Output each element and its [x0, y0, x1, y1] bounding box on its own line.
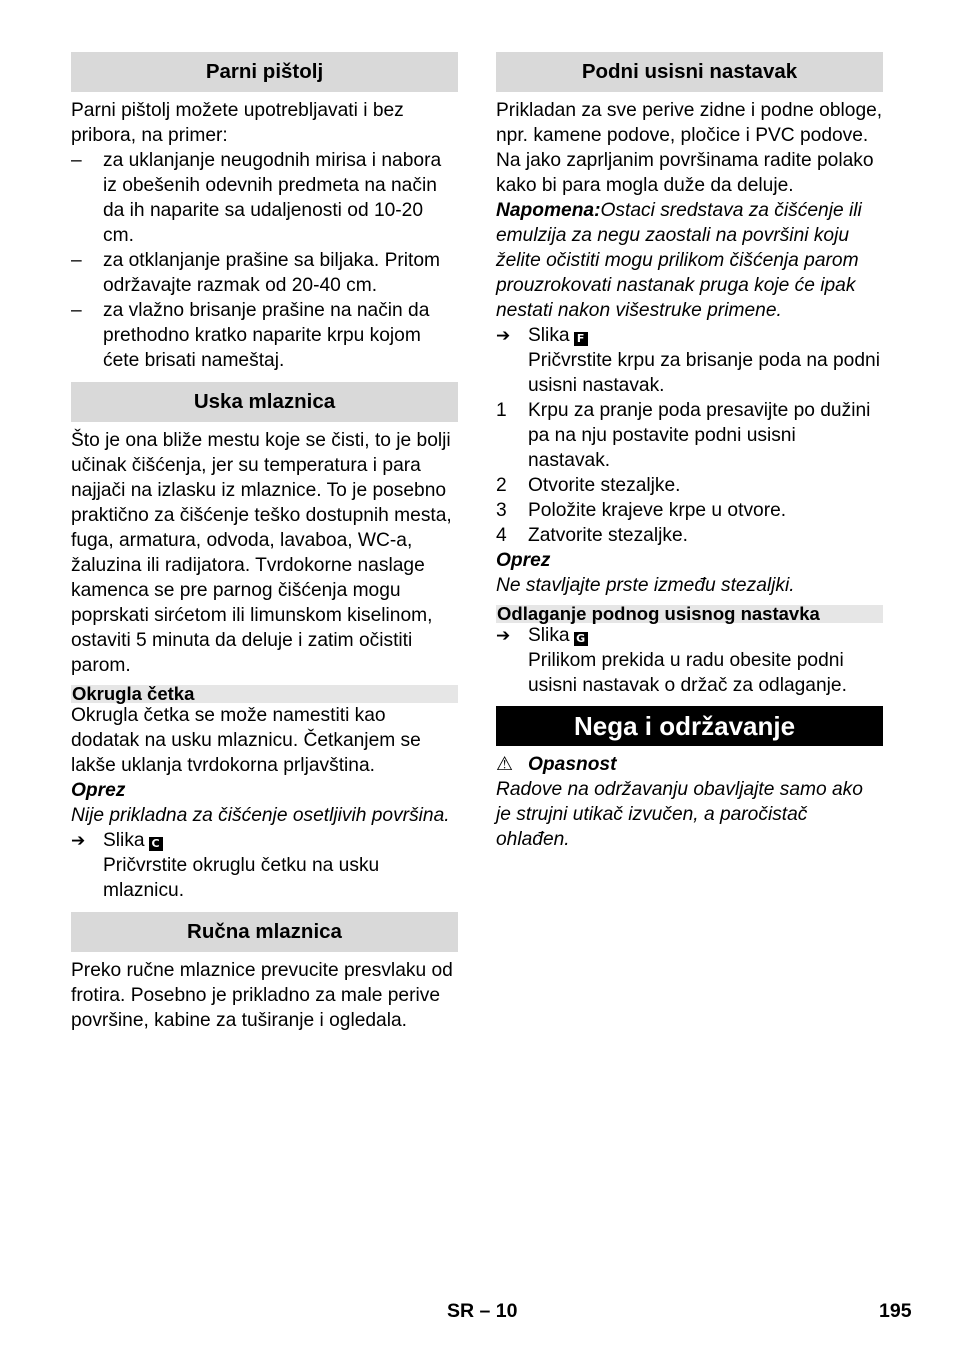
danger-heading — [496, 752, 883, 777]
figure-instruction: Pričvrstite okruglu četku na usku mlaznicu. — [103, 855, 380, 901]
paragraph: Okrugla četka se može namestiti kao dodatak na usku mlaznicu. Četkanjem se lakše uklanja tvrdokorna prljavština. — [71, 705, 421, 776]
paragraph: Prikladan za sve perive zidne i podne obloge, npr. kamene podove, pločice i PVC podove. Na jako zaprljanim površinama radite polako kako bi para mogla duže da deluje. — [496, 100, 883, 196]
step-text: Krpu za pranje poda presavijte po dužini pa na nju postavite podni usisni nastavak. — [528, 400, 871, 471]
caution-label: Oprez — [71, 780, 126, 801]
step-item — [496, 398, 883, 473]
step-number: 4 — [496, 525, 507, 546]
list-item — [71, 148, 458, 248]
warning-triangle-icon: ⚠ — [496, 754, 514, 775]
figure-instruction: Pričvrstite krpu za brisanje poda na podni usisni nastavak. — [528, 350, 880, 396]
section-heading-rucna-mlaznica: Ručna mlaznica — [71, 912, 458, 952]
step-item — [496, 523, 883, 548]
danger-text: Radove na održavanju obavljajte samo ako je strujni utikač izvučen, a paročistač ohlađen. — [496, 779, 863, 850]
chapter-title-nega-i-odrzavanje: Nega i održavanje — [496, 706, 883, 746]
step-text: Zatvorite stezaljke. — [528, 525, 688, 546]
paragraph: Parni pištolj možete upotrebljavati i bez pribora, na primer: — [71, 100, 404, 146]
step-item — [496, 473, 883, 498]
section-heading-uska-mlaznica: Uska mlaznica — [71, 382, 458, 422]
arrow-right-icon: ➔ — [496, 326, 511, 345]
figure-reference — [71, 828, 458, 903]
note-label: Napomena: — [496, 200, 601, 221]
step-number: 2 — [496, 475, 507, 496]
list-item-text: za otklanjanje prašine sa biljaka. Pritom održavajte razmak od 20-40 cm. — [103, 250, 441, 296]
section-heading-podni-usisni-nastavak: Podni usisni nastavak — [496, 52, 883, 92]
right-column — [496, 52, 883, 852]
list-item-text: za vlažno brisanje prašine na način da prethodno kratko naparite krpu kojom ćete brisati nameštaj. — [103, 300, 430, 371]
subheading-odlaganje: Odlaganje podnog usisnog nastavka — [496, 605, 883, 623]
list-item-text: za uklanjanje neugodnih mirisa i nabora iz obešenih odevnih predmeta na način da ih naparite sa udaljenosti od 10-20 cm. — [103, 150, 442, 246]
danger-label: Opasnost — [528, 754, 617, 775]
figure-word: Slika — [528, 325, 570, 346]
figure-reference — [496, 623, 883, 698]
step-number: 1 — [496, 400, 507, 421]
note-text: Ostaci sredstava za čišćenje ili emulzija za negu zaostali na površini koju želite očistiti mogu prilikom čišćenja parom prouzrokovati nastanak pruga koje će ipak nestati nakon višestruke primene. — [496, 200, 862, 321]
subheading-okrugla-cetka: Okrugla četka — [71, 685, 458, 703]
section-heading-parni-pistolj: Parni pištolj — [71, 52, 458, 92]
figure-reference — [496, 323, 883, 398]
dash-marker: – — [71, 300, 82, 321]
left-column — [71, 52, 458, 1033]
figure-instruction: Prilikom prekida u radu obesite podni usisni nastavak o držač za odlaganje. — [528, 650, 847, 696]
caution-label: Oprez — [496, 550, 551, 571]
paragraph: Preko ručne mlaznice prevucite presvlaku od frotira. Posebno je prikladno za male perive površine, kabine za tuširanje i ogledala. — [71, 960, 453, 1031]
list-item — [71, 298, 458, 373]
figure-letter-badge: G — [574, 632, 588, 646]
figure-letter-badge: F — [574, 332, 588, 346]
paragraph: Što je ona bliže mestu koje se čisti, to je bolji učinak čišćenja, jer su temperatura i para najjači na izlasku iz mlaznice. To je posebno praktično za čišćenje teško dostupnih mesta, fuga, armatura, odvoda, lavaboa, WC-a, žaluzina ili radijatora. Tvrdokorne naslage kamenca se pre parnog čišćenja mogu poprskati sirćetom ili limunskom kiselinom, ostaviti 5 minuta da deluje i zatim očistiti parom. — [71, 430, 452, 676]
figure-word: Slika — [528, 625, 570, 646]
dash-marker: – — [71, 150, 82, 171]
page-number: 195 — [879, 1300, 912, 1322]
arrow-right-icon: ➔ — [496, 626, 511, 645]
caution-text: Nije prikladna za čišćenje osetljivih površina. — [71, 805, 450, 826]
list-item — [71, 248, 458, 298]
step-text: Otvorite stezaljke. — [528, 475, 681, 496]
dash-marker: – — [71, 250, 82, 271]
arrow-right-icon: ➔ — [71, 831, 86, 850]
step-number: 3 — [496, 500, 507, 521]
caution-text: Ne stavljajte prste između stezaljki. — [496, 575, 795, 596]
figure-letter-badge: C — [149, 837, 163, 851]
step-item — [496, 498, 883, 523]
footer-section-label: SR – 10 — [447, 1300, 518, 1322]
figure-word: Slika — [103, 830, 145, 851]
note — [496, 198, 883, 323]
step-text: Položite krajeve krpe u otvore. — [528, 500, 787, 521]
